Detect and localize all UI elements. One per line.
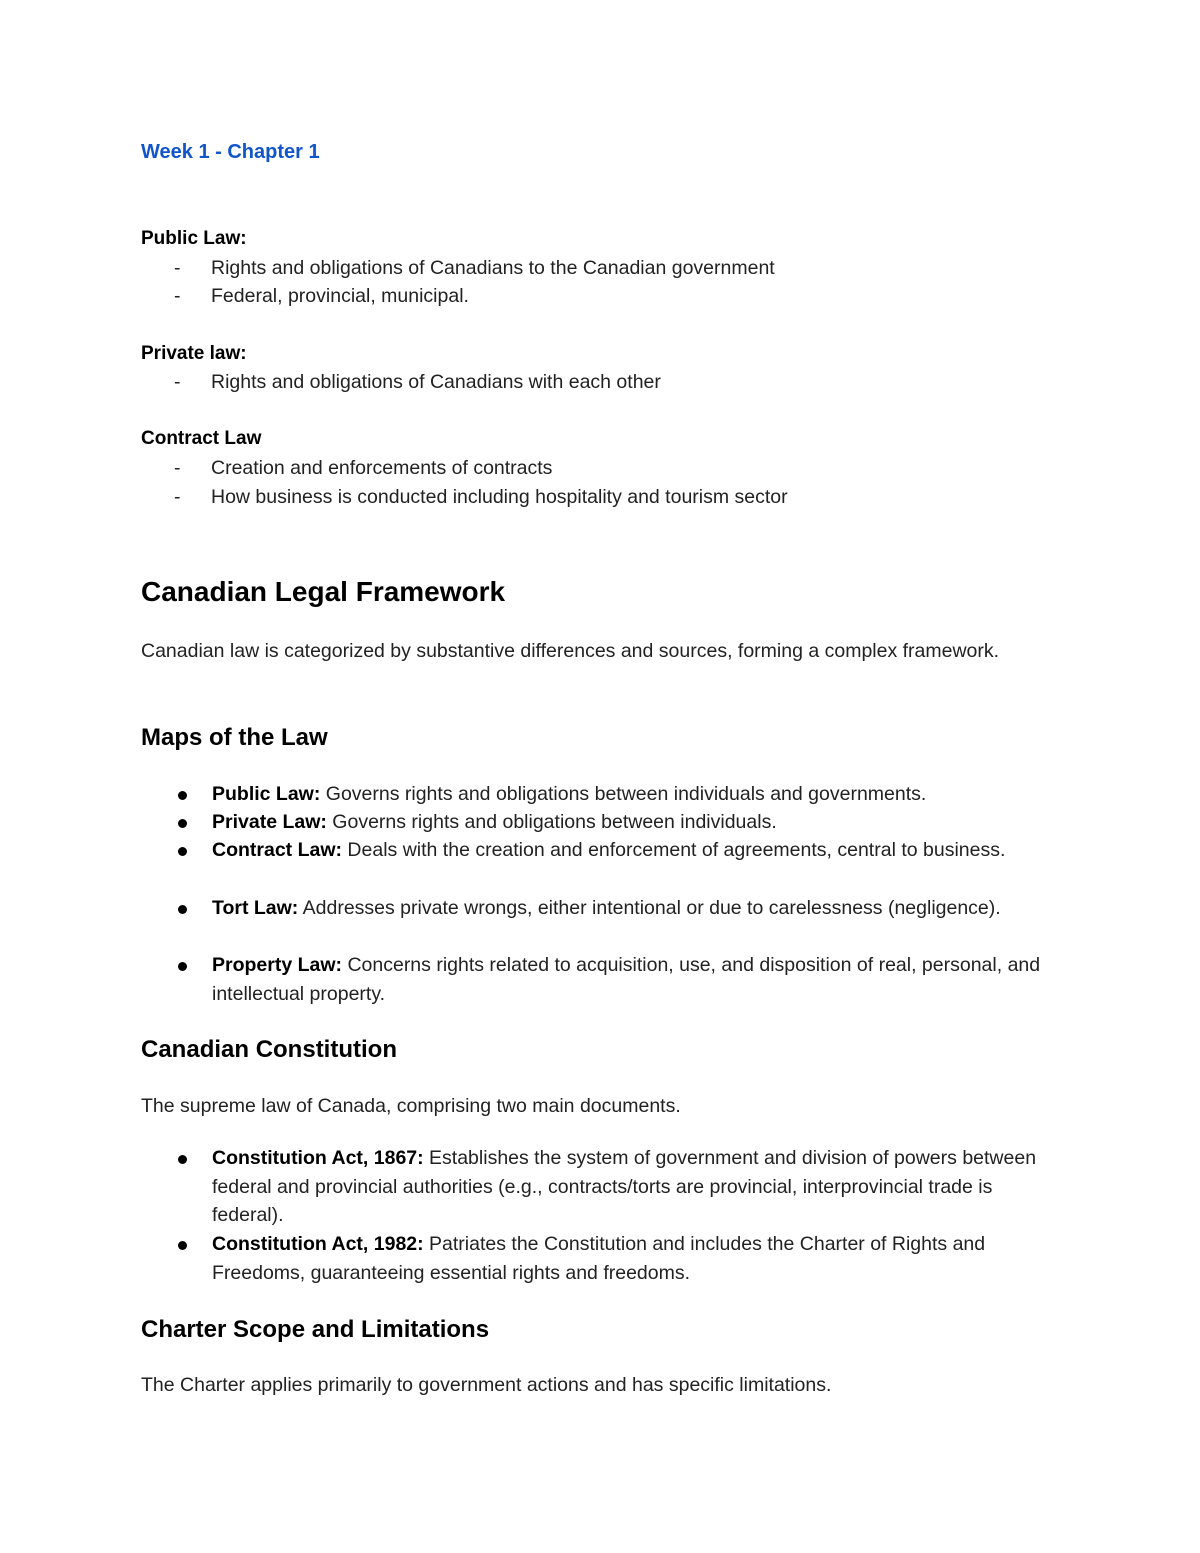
public-law-item <box>141 257 775 280</box>
bullet-icon <box>178 847 187 856</box>
list-item-term: Constitution Act, 1867: <box>212 1147 424 1169</box>
public-law-item-text: Federal, provincial, municipal. <box>211 285 469 307</box>
bullet-icon <box>178 819 187 828</box>
maps-title: Maps of the Law <box>141 724 328 751</box>
list-item <box>141 894 1101 951</box>
dash-marker: - <box>174 486 181 508</box>
private-law-item <box>141 371 661 394</box>
list-item-term: Constitution Act, 1982: <box>212 1233 424 1255</box>
constitution-title: Canadian Constitution <box>141 1036 397 1063</box>
list-item-text: Establishes the system of government and division of powers between federal and provincial authorities (e.g., contracts/torts are provincial, interprovincial trade is federal). <box>212 1147 1037 1226</box>
contract-law-item-text: How business is conducted including hospitality and tourism sector <box>211 486 788 508</box>
charter-intro: The Charter applies primarily to government actions and has specific limitations. <box>141 1374 832 1396</box>
contract-law-item <box>141 486 788 509</box>
list-item <box>141 780 1101 808</box>
dash-marker: - <box>174 285 181 307</box>
framework-intro: Canadian law is categorized by substantive differences and sources, forming a complex framework. <box>141 640 1000 662</box>
bullet-icon <box>178 905 187 914</box>
list-item <box>141 1144 1101 1230</box>
list-item-text: Deals with the creation and enforcement of agreements, central to business. <box>342 839 1006 861</box>
list-item <box>141 808 1101 836</box>
public-law-item-text: Rights and obligations of Canadians to the Canadian government <box>211 257 775 279</box>
contract-law-label: Contract Law <box>141 428 262 449</box>
list-item <box>141 1230 1101 1287</box>
list-item-text: Patriates the Constitution and includes the Charter of Rights and Freedoms, guaranteeing essential rights and freedoms. <box>212 1233 986 1284</box>
list-item-term: Contract Law: <box>212 839 343 861</box>
charter-title: Charter Scope and Limitations <box>141 1316 490 1343</box>
list-item-term: Tort Law: <box>212 897 299 919</box>
list-item-text: Governs rights and obligations between individuals. <box>326 811 777 833</box>
list-item-term: Property Law: <box>212 954 343 976</box>
list-item-term: Private Law: <box>212 811 327 833</box>
list-item-text: Addresses private wrongs, either intentional or due to carelessness (negligence). <box>298 897 1001 919</box>
list-item <box>141 951 1101 1008</box>
constitution-intro: The supreme law of Canada, comprising two main documents. <box>141 1095 681 1117</box>
contract-law-item <box>141 457 552 480</box>
framework-title: Canadian Legal Framework <box>141 576 506 607</box>
dash-marker: - <box>174 371 181 393</box>
bullet-icon <box>178 962 187 971</box>
public-law-item <box>141 285 469 308</box>
public-law-label: Public Law: <box>141 228 247 249</box>
private-law-item-text: Rights and obligations of Canadians with each other <box>211 371 661 393</box>
list-item-text: Concerns rights related to acquisition, use, and disposition of real, personal, and intellectual property. <box>212 954 1041 1005</box>
contract-law-item-text: Creation and enforcements of contracts <box>211 457 553 479</box>
private-law-label: Private law: <box>141 343 247 364</box>
bullet-icon <box>178 791 187 800</box>
list-item <box>141 836 1101 893</box>
dash-marker: - <box>174 257 181 279</box>
list-item-text: Governs rights and obligations between individuals and governments. <box>320 783 927 805</box>
list-item-term: Public Law: <box>212 783 321 805</box>
week-heading: Week 1 - Chapter 1 <box>141 141 320 163</box>
bullet-icon <box>178 1241 187 1250</box>
dash-marker: - <box>174 457 181 479</box>
bullet-icon <box>178 1155 187 1164</box>
